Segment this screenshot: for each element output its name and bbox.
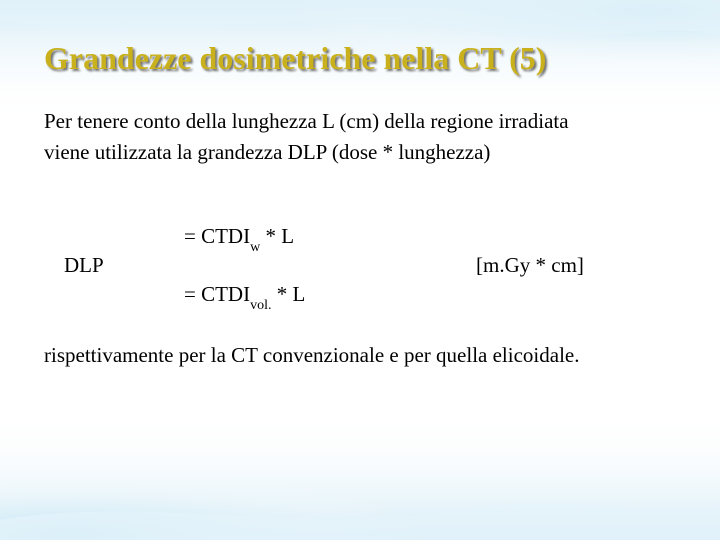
formula-line-1-subscript: w	[250, 240, 261, 255]
bottom-background-decoration	[0, 410, 720, 540]
intro-paragraph: Per tenere conto della lunghezza L (cm) della regione irradiata viene utilizzata la grandezza DLP (dose * lunghezza)	[44, 109, 569, 164]
formula-line-1-suffix: * L	[260, 224, 295, 248]
formula-line-ctdi-w	[184, 224, 295, 255]
conclusion-paragraph: rispettivamente per la CT convenzionale e per quella elicoidale.	[44, 343, 580, 367]
formula-unit: [m.Gy * cm]	[476, 253, 584, 277]
formula-line-1-prefix: = CTDI	[184, 224, 251, 248]
formula-line-2-suffix: * L	[271, 282, 306, 306]
slide-title: Grandezze dosimetriche nella CT (5)	[44, 40, 547, 76]
formula-line-2-prefix: = CTDI	[184, 282, 251, 306]
formula-line-2-subscript: vol.	[250, 298, 272, 313]
formula-lhs: DLP	[64, 253, 104, 277]
formula-line-ctdi-vol	[184, 282, 306, 313]
